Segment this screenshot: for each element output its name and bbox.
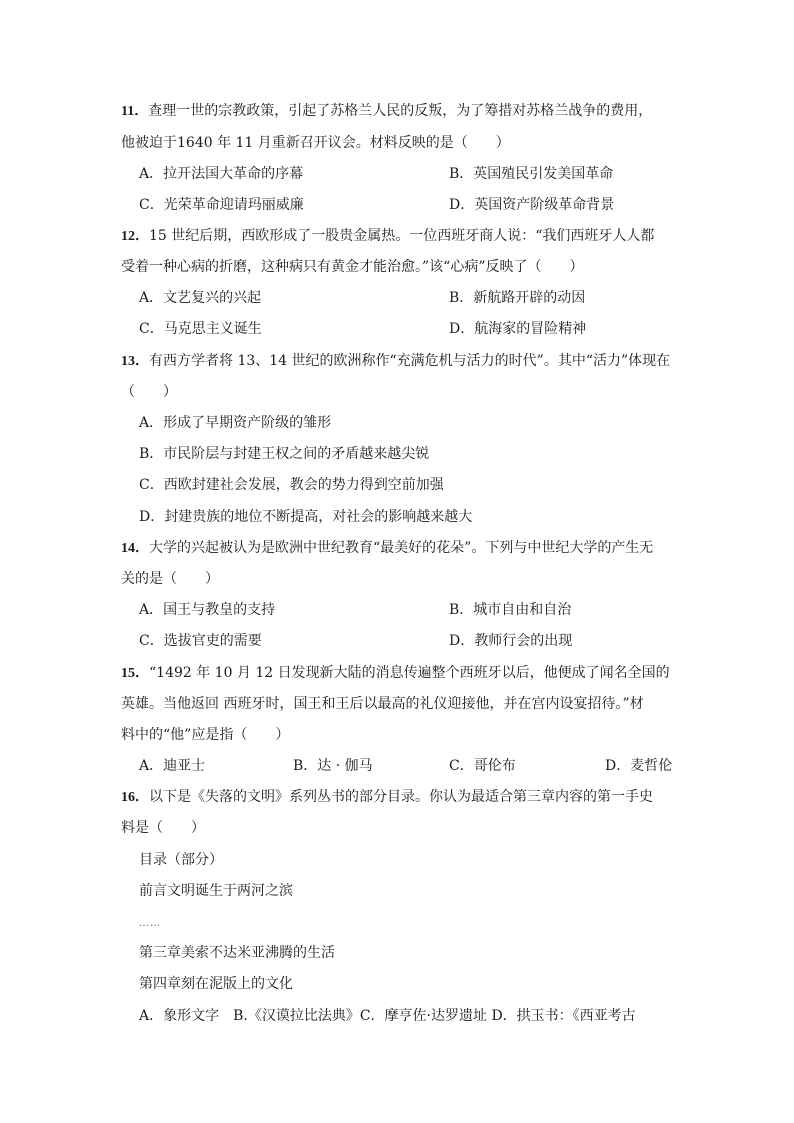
- q11-option-b[interactable]: B．英国殖民引发美国革命: [449, 166, 614, 182]
- q12-number: 12．: [121, 229, 149, 244]
- q16-toc-chapter4: 第四章刻在泥版上的文化: [139, 976, 293, 992]
- q13-line1: [121, 351, 670, 372]
- q16-toc-title: 目录（部分）: [139, 852, 223, 868]
- q15-option-c[interactable]: C．哥伦布: [449, 758, 516, 774]
- q15-option-b[interactable]: B．达 · 伽马: [293, 758, 373, 774]
- q15-stem-1: “1492 年 10 月 12 日发现新大陆的消息传遍整个西班牙以后，他便成了闻名全国的: [149, 665, 670, 681]
- q12-option-b[interactable]: B．新航路开辟的动因: [449, 290, 586, 306]
- q14-line1: [121, 538, 653, 559]
- q14-option-b[interactable]: B．城市自由和自治: [449, 602, 572, 618]
- q13-line2: （ ）: [121, 384, 177, 400]
- q15-option-d[interactable]: D．麦哲伦: [605, 758, 673, 774]
- q16-line2: 料是（ ）: [121, 820, 205, 836]
- q12-line2: 受着一种心病的折磨，这种病只有黄金才能治愈。”该“心病”反映了（ ）: [121, 259, 584, 275]
- q12-option-a[interactable]: A．文艺复兴的兴起: [139, 290, 262, 306]
- q11-stem-1: 查理一世的宗教政策，引起了苏格兰人民的反叛，为了筹措对苏格兰战争的费用，: [148, 103, 653, 119]
- q11-line1: [121, 101, 652, 122]
- q14-option-a[interactable]: A．国王与教皇的支持: [139, 602, 276, 618]
- q11-option-d[interactable]: D．英国资产阶级革命背景: [449, 197, 615, 213]
- q15-line2: 英雄。当他返回 西班牙时，国王和王后以最高的礼仪迎接他，并在宫内设宴招待。”材: [121, 696, 644, 712]
- q14-stem-1: 大学的兴起被认为是欧洲中世纪教育“最美好的花朵”。下列与中世纪大学的产生无: [149, 540, 654, 556]
- q13-option-a[interactable]: A．形成了早期资产阶级的雏形: [139, 415, 332, 431]
- q12-line1: [121, 226, 654, 247]
- q13-number: 13．: [121, 354, 149, 369]
- q14-option-d[interactable]: D．教师行会的出现: [449, 633, 573, 649]
- q14-option-c[interactable]: C．选拔官吏的需要: [139, 633, 262, 649]
- q16-toc-preface: 前言文明诞生于两河之滨: [139, 883, 293, 899]
- q15-option-a[interactable]: A．迪亚士: [139, 758, 206, 774]
- q16-number: 16．: [121, 790, 149, 805]
- q13-option-b[interactable]: B．市民阶层与封建王权之间的矛盾越来越尖锐: [139, 446, 430, 462]
- q14-number: 14．: [121, 541, 149, 556]
- q16-line1: [121, 787, 653, 808]
- q15-line1: [121, 663, 670, 684]
- q13-option-c[interactable]: C．西欧封建社会发展，教会的势力得到空前加强: [139, 477, 444, 493]
- q11-option-a[interactable]: A．拉开法国大革命的序幕: [139, 166, 304, 182]
- q14-line2: 关的是（ ）: [121, 571, 219, 587]
- q15-line3: 料中的“他”应是指（ ）: [121, 727, 290, 743]
- q15-number: 15．: [121, 666, 149, 681]
- q16-options[interactable]: A．象形文字 B.《汉谟拉比法典》C．摩亨佐·达罗遗址 D．拱玉书：《西亚考古: [139, 1008, 636, 1024]
- q11-line2: 他被迫于1640 年 11 月重新召开议会。材料反映的是（ ）: [121, 135, 510, 151]
- q13-stem-1: 有西方学者将 13、14 世纪的欧洲称作“充满危机与活力的时代”。其中“活力”体现在: [149, 353, 671, 369]
- q11-option-c[interactable]: C．光荣革命迎请玛丽威廉: [139, 197, 304, 213]
- q16-stem-1: 以下是《失落的文明》系列丛书的部分目录。你认为最适合第三章内容的第一手史: [149, 789, 653, 805]
- q16-toc-chapter3: 第三章美索不达米亚沸腾的生活: [139, 945, 335, 961]
- q16-toc-ellipsis: ……: [139, 918, 161, 929]
- q12-option-c[interactable]: C．马克思主义诞生: [139, 321, 262, 337]
- q12-stem-1: 15 世纪后期，西欧形成了一股贵金属热。一位西班牙商人说：“我们西班牙人人都: [149, 228, 655, 244]
- q12-option-d[interactable]: D．航海家的冒险精神: [449, 321, 587, 337]
- q11-number: 11．: [121, 104, 149, 119]
- q13-option-d[interactable]: D．封建贵族的地位不断提高，对社会的影响越来越大: [139, 509, 473, 525]
